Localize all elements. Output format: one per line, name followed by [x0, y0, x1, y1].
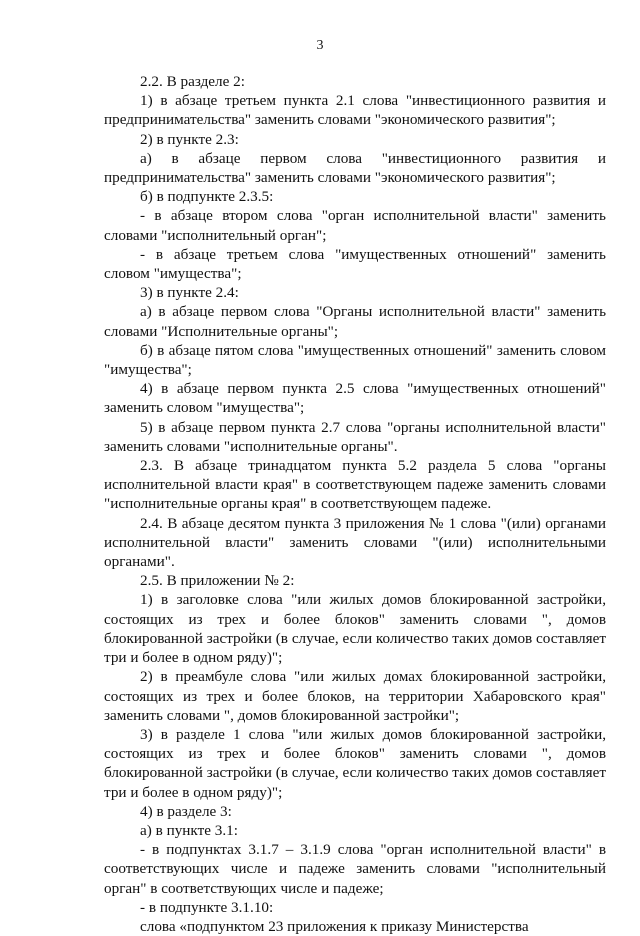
- document-body: [104, 72, 606, 936]
- paragraph: 4) в абзаце первом пункта 2.5 слова "имущественных отношений" заменить словом "имущества";: [104, 380, 606, 417]
- paragraph: слова «подпунктом 23 приложения к приказу Министерства: [140, 917, 529, 935]
- paragraph: 4) в разделе 3:: [140, 802, 232, 820]
- paragraph: б) в подпункте 2.3.5:: [140, 188, 274, 206]
- paragraph: - в подпункте 3.1.10:: [140, 898, 274, 916]
- paragraph: 2) в пункте 2.3:: [140, 130, 239, 148]
- paragraph: а) в абзаце первом слова "Органы исполнительной власти" заменить словами "Исполнительные органы";: [104, 303, 606, 340]
- paragraph: 2.5. В приложении № 2:: [140, 572, 295, 590]
- paragraph: - в абзаце третьем слова "имущественных отношений" заменить словом "имущества";: [104, 245, 606, 283]
- paragraph: а) в абзаце первом слова "инвестиционного развития и предпринимательства" заменить словами "экономического развития";: [104, 149, 606, 187]
- paragraph: а) в пункте 3.1:: [140, 821, 238, 839]
- paragraph: 5) в абзаце первом пункта 2.7 слова "органы исполнительной власти" заменить словами "исполнительные органы".: [104, 418, 606, 455]
- paragraph: 3) в пункте 2.4:: [140, 284, 239, 302]
- paragraph: 1) в заголовке слова "или жилых домов блокированной застройки, состоящих из трех и более блоков" заменить словами ", домов блокированной застройки (в случае, если количество таких домов составляет три и более в одном ряду)";: [104, 591, 606, 667]
- paragraph: б) в абзаце пятом слова "имущественных отношений" заменить словом "имущества";: [104, 341, 606, 379]
- page-number: 3: [316, 38, 324, 53]
- paragraph: 2.3. В абзаце тринадцатом пункта 5.2 раздела 5 слова "органы исполнительной власти края" в соответствующем падеже заменить словами "исполнительные органы края" в соответствующем падеже.: [104, 457, 606, 513]
- paragraph: 2) в преамбуле слова "или жилых домах блокированной застройки, состоящих из трех и более блоков, на территории Хабаровского края" заменить словами ", домов блокированной застройки";: [104, 668, 606, 724]
- paragraph: 1) в абзаце третьем пункта 2.1 слова "инвестиционного развития и предпринимательства" заменить словами "экономического развития";: [104, 92, 606, 129]
- paragraph: 3) в разделе 1 слова "или жилых домов блокированной застройки, состоящих из трех и более блоков" заменить словами ", домов блокированной застройки (в случае, если количество таких домов составляет три и более в одном ряду)";: [104, 725, 606, 801]
- paragraph: 2.4. В абзаце десятом пункта 3 приложения № 1 слова "(или) органами исполнительной власти" заменить словами "(или) исполнительными органами".: [104, 514, 606, 571]
- paragraph: 2.2. В разделе 2:: [140, 73, 245, 90]
- paragraph: - в подпунктах 3.1.7 – 3.1.9 слова "орган исполнительной власти" в соответствующих числе и падеже заменить словами "исполнительный орган" в соответствующих числе и падеже;: [104, 841, 606, 897]
- paragraph: - в абзаце втором слова "орган исполнительной власти" заменить словами "исполнительный орган";: [104, 207, 606, 244]
